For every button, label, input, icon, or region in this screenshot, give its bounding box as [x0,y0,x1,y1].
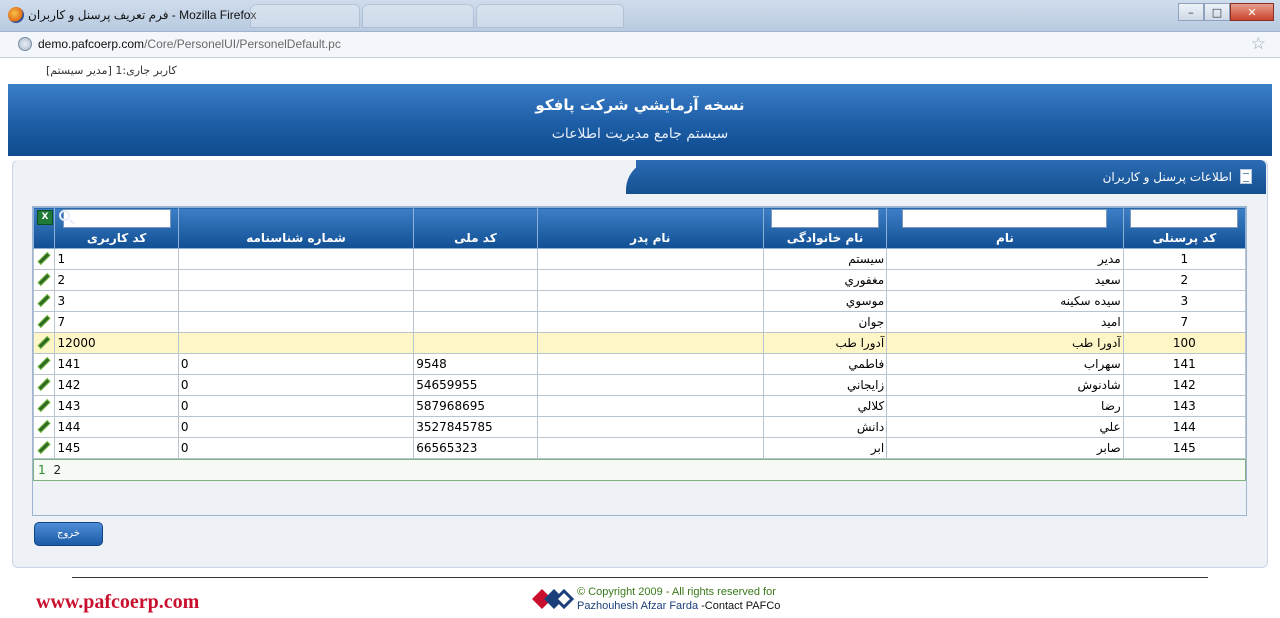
filter-input-code[interactable] [1130,209,1238,228]
window-titlebar [0,0,1280,32]
cell-code: 7 [1123,312,1245,333]
table-row[interactable] [34,333,1246,354]
pencil-icon[interactable] [39,400,50,411]
cell-national-id [414,249,537,270]
cell-national-id: 54659955 [414,375,537,396]
cell-family: موسوي [763,291,886,312]
pencil-icon[interactable] [39,295,50,306]
company-name: Pazhouhesh Afzar Farda [577,600,699,612]
edit-pencil-icon[interactable] [34,438,55,459]
cell-code: 145 [1123,438,1245,459]
cell-family: کلالي [763,396,886,417]
edit-pencil-icon[interactable] [34,375,55,396]
table-row[interactable] [34,312,1246,333]
table-row[interactable] [34,438,1246,459]
col-header-tools [34,208,55,249]
cell-father [537,270,763,291]
pencil-icon[interactable] [39,316,50,327]
minimize-icon[interactable]: – [1178,3,1204,21]
cell-national-id [414,312,537,333]
cell-national-id [414,291,537,312]
pager-current-page[interactable]: 1 [38,463,46,477]
cell-name: آدورا طب [887,333,1123,354]
cell-user-code: 141 [55,354,178,375]
background-tab[interactable] [250,4,360,28]
copyright-text: © Copyright 2009 - All rights reserved for [577,586,776,598]
cell-family: ابر [763,438,886,459]
table-row[interactable] [34,270,1246,291]
cell-national-id: 3527845785 [414,417,537,438]
col-header-user-code: کد کاربری [55,208,178,249]
cell-code: 1 [1123,249,1245,270]
cell-user-code: 12000 [55,333,178,354]
pafco-logo [530,584,576,614]
edit-pencil-icon[interactable] [34,417,55,438]
cell-birth-cert: 0 [178,417,413,438]
globe-icon [18,37,32,51]
cell-user-code: 144 [55,417,178,438]
document-icon [1240,169,1252,184]
cell-national-id: 66565323 [414,438,537,459]
window-controls [1178,3,1274,21]
header-banner [8,84,1272,156]
pencil-icon[interactable] [39,337,50,348]
table-row[interactable] [34,291,1246,312]
cell-father [537,312,763,333]
section-header [16,160,1266,194]
cell-code: 3 [1123,291,1245,312]
cell-user-code: 143 [55,396,178,417]
cell-birth-cert [178,249,413,270]
current-user-label: کاربر جاری:1 [مدير سيستم] [46,64,177,77]
system-subtitle: سيستم جامع مديريت اطلاعات [551,126,729,142]
pencil-icon[interactable] [39,253,50,264]
table-row[interactable] [34,396,1246,417]
cell-national-id: 587968695 [414,396,537,417]
cell-father [537,333,763,354]
table-header-row [34,208,1246,249]
personnel-table [33,207,1246,459]
company-title: نسخه آزمايشي شرکت پافکو [535,96,745,114]
col-header-code: کد پرسنلی [1123,208,1245,249]
col-header-father: نام پدر [537,208,763,249]
col-header-birth-cert: شماره شناسنامه [178,208,413,249]
cell-name: علي [887,417,1123,438]
section-title: اطلاعات پرسنل و کاربران [1102,170,1232,184]
cell-family: جوان [763,312,886,333]
window-title: فرم تعريف پرسنل و کاربران - Mozilla Firefox [28,8,257,22]
background-tab[interactable] [476,4,624,28]
edit-pencil-icon[interactable] [34,291,55,312]
background-tab[interactable] [362,4,474,28]
edit-pencil-icon[interactable] [34,249,55,270]
filter-input-family[interactable] [771,209,879,228]
cell-user-code: 145 [55,438,178,459]
cell-user-code: 2 [55,270,178,291]
pager-page-link[interactable]: 2 [53,463,62,477]
edit-pencil-icon[interactable] [34,333,55,354]
pencil-icon[interactable] [39,274,50,285]
cell-code: 2 [1123,270,1245,291]
cell-father [537,291,763,312]
cell-name: سهراب [887,354,1123,375]
cell-name: سعيد [887,270,1123,291]
cell-user-code: 1 [55,249,178,270]
cell-user-code: 7 [55,312,178,333]
cell-user-code: 142 [55,375,178,396]
edit-pencil-icon[interactable] [34,270,55,291]
cell-birth-cert [178,312,413,333]
cell-national-id [414,270,537,291]
address-bar[interactable] [0,32,1280,58]
table-row[interactable] [34,375,1246,396]
cell-father [537,354,763,375]
cell-family: سيستم [763,249,886,270]
cell-user-code: 3 [55,291,178,312]
cell-national-id [414,333,537,354]
filter-input-name[interactable] [902,209,1107,228]
cell-name: مدير [887,249,1123,270]
bookmark-star-icon[interactable]: ☆ [1250,34,1266,54]
copyright-block [577,585,780,613]
table-row[interactable] [34,249,1246,270]
cell-family: مغفوري [763,270,886,291]
firefox-icon [8,7,24,23]
edit-pencil-icon[interactable] [34,354,55,375]
url-text[interactable]: demo.pafcoerp.com/Core/PersonelUI/PersonelDefault.pc [38,37,341,51]
personnel-grid [32,206,1247,516]
cell-father [537,249,763,270]
cell-national-id: 9548 [414,354,537,375]
pencil-icon[interactable] [39,442,50,453]
cell-birth-cert [178,291,413,312]
close-icon[interactable]: ✕ [1230,3,1274,21]
filter-input-user-code[interactable] [63,209,171,228]
pencil-icon[interactable] [39,421,50,432]
pencil-icon[interactable] [39,358,50,369]
cell-code: 144 [1123,417,1245,438]
maximize-icon[interactable]: □ [1204,3,1230,21]
pencil-icon[interactable] [39,379,50,390]
cell-father [537,396,763,417]
cell-code: 142 [1123,375,1245,396]
cell-family: آدورا طب [763,333,886,354]
cell-code: 141 [1123,354,1245,375]
cell-name: اميد [887,312,1123,333]
cell-father [537,417,763,438]
cell-family: فاطمي [763,354,886,375]
col-header-name: نام [887,208,1123,249]
cell-name: سيده سکينه [887,291,1123,312]
edit-pencil-icon[interactable] [34,312,55,333]
cell-birth-cert: 0 [178,375,413,396]
exit-button[interactable]: خروج [34,522,103,546]
cell-name: شادنوش [887,375,1123,396]
cell-father [537,438,763,459]
col-header-national-id: کد ملی [414,208,537,249]
cell-name: صابر [887,438,1123,459]
contact-link[interactable]: -Contact PAFCo [701,600,781,612]
cell-family: زايجاني [763,375,886,396]
footer-divider [72,577,1208,578]
cell-family: دانش [763,417,886,438]
excel-export-icon[interactable]: X [37,210,53,225]
cell-name: رضا [887,396,1123,417]
table-row[interactable] [34,354,1246,375]
search-icon[interactable] [59,210,70,221]
cell-birth-cert [178,333,413,354]
cell-code: 100 [1123,333,1245,354]
col-header-family: نام خانوادگی [763,208,886,249]
edit-pencil-icon[interactable] [34,396,55,417]
cell-father [537,375,763,396]
cell-birth-cert: 0 [178,438,413,459]
site-url: www.pafcoerp.com [36,591,200,613]
cell-code: 143 [1123,396,1245,417]
cell-birth-cert: 0 [178,354,413,375]
cell-birth-cert [178,270,413,291]
table-row[interactable] [34,417,1246,438]
pager [33,459,1246,481]
cell-birth-cert: 0 [178,396,413,417]
